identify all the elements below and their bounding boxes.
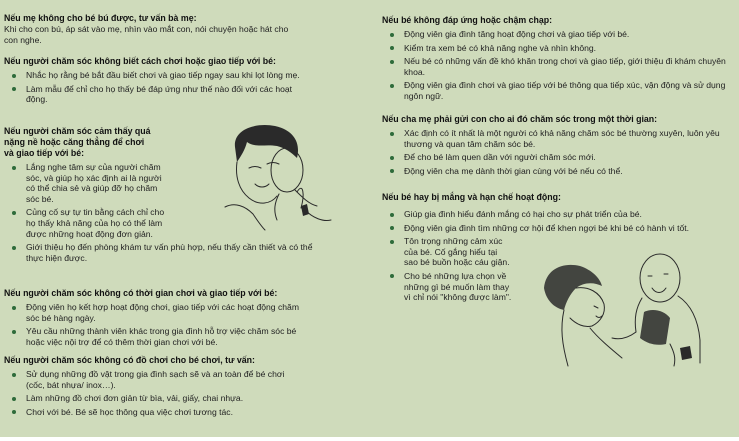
list-item: Yêu cầu những thành viên khác trong gia đình hỗ trợ việc chăm sóc bé hoặc việc nội trợ để có thêm thời gian chơi với bé.: [4, 326, 304, 347]
section-breastfeeding: [4, 13, 304, 45]
section-heading: Nếu người chăm sóc không có đồ chơi cho bé chơi, tư vấn:: [4, 355, 255, 365]
section-text: Khi cho con bú, áp sát vào mẹ, nhìn vào mắt con, nói chuyện hoặc hát cho con nghe.: [4, 24, 289, 45]
section-no-time: [4, 288, 344, 347]
list-item: Củng cố sự tự tin bằng cách chỉ cho họ thấy khả năng của họ có thể làm được những hoạt động đơn giản.: [4, 207, 166, 239]
list-item: Tôn trọng những cảm xúc của bé. Cố gắng hiểu tại sao bé buồn hoặc cáu giận.: [382, 236, 512, 268]
section-heading: Nếu người chăm sóc cảm thấy quá nặng nề hoặc căng thẳng để chơi và giao tiếp với bé:: [4, 126, 151, 158]
list-item: Động viên gia đình chơi và giao tiếp với bé thông qua tiếp xúc, vận động và sử dụng ngôn ngữ.: [382, 80, 727, 101]
list-item: Động viên gia đình tăng hoạt động chơi và giao tiếp với bé.: [382, 29, 727, 40]
section-heading: Nếu người chăm sóc không có thời gian chơi và giao tiếp với bé:: [4, 288, 278, 298]
list-item: Giới thiệu họ đến phòng khám tư vấn phù hợp, nếu thấy cần thiết và có thể thực hiện được.: [4, 242, 316, 263]
mother-lifting-baby-illustration: [540, 248, 715, 368]
list-item: Động viên họ kết hợp hoạt động chơi, giao tiếp với các hoạt động chăm sóc bé hàng ngày.: [4, 302, 304, 323]
section-heading: Nếu cha mẹ phải gửi con cho ai đó chăm sóc trong một thời gian:: [382, 114, 658, 124]
list-item: Lắng nghe tâm sự của người chăm sóc, và giúp họ xác định ai là người có thể chia sẻ và giúp đỡ họ chăm sóc bé.: [4, 162, 166, 204]
list-item: Sử dụng những đồ vật trong gia đình sạch sẽ và an toàn để bé chơi (cốc, bát nhựa/ inox…).: [4, 369, 304, 390]
section-heading: Nếu bé không đáp ứng hoặc chậm chạp:: [382, 15, 553, 25]
list-item: Làm mẫu để chỉ cho họ thấy bé đáp ứng như thế nào đối với các hoạt động.: [4, 84, 304, 105]
list-item: Động viên cha mẹ dành thời gian cùng với bé nếu có thể.: [382, 166, 727, 177]
list-item: Để cho bé làm quen dần với người chăm sóc mới.: [382, 152, 727, 163]
section-temporary-care: [382, 114, 727, 176]
section-heading: Nếu người chăm sóc không biết cách chơi hoặc giao tiếp với bé:: [4, 56, 276, 66]
list-item: Nhắc họ rằng bé bắt đầu biết chơi và giao tiếp ngay sau khi lọt lòng mẹ.: [4, 70, 304, 81]
list-item: Động viên gia đình tìm những cơ hội để khen ngợi bé khi bé có hành vi tốt.: [382, 223, 727, 234]
list-item: Cho bé những lựa chọn về những gì bé muốn làm thay vì chỉ nói "không được làm".: [382, 271, 512, 303]
section-slow-response: [382, 15, 727, 102]
list-item: Kiểm tra xem bé có khả năng nghe và nhìn không.: [382, 43, 727, 54]
list-item: Xác định có ít nhất là một người có khả năng chăm sóc bé thường xuyên, luôn yêu thương và quan tâm chăm sóc bé.: [382, 128, 727, 149]
list-item: Nếu bé có những vấn đề khó khăn trong chơi và giao tiếp, giới thiệu đi khám chuyên khoa.: [382, 56, 727, 77]
list-item: Giúp gia đình hiểu đánh mắng có hại cho sự phát triển của bé.: [382, 209, 727, 220]
section-no-play-skills: [4, 56, 344, 105]
section-no-toys: [4, 355, 344, 417]
list-item: Làm những đồ chơi đơn giản từ bìa, vải, giấy, chai nhựa.: [4, 393, 304, 404]
caregiver-holding-baby-illustration: [205, 122, 340, 232]
section-heading: Nếu bé hay bị mắng và hạn chế hoạt động:: [382, 192, 561, 202]
section-heading: Nếu mẹ không cho bé bú được, tư vấn bà mẹ:: [4, 13, 197, 23]
list-item: Chơi với bé. Bé sẽ học thông qua việc chơi tương tác.: [4, 407, 304, 418]
